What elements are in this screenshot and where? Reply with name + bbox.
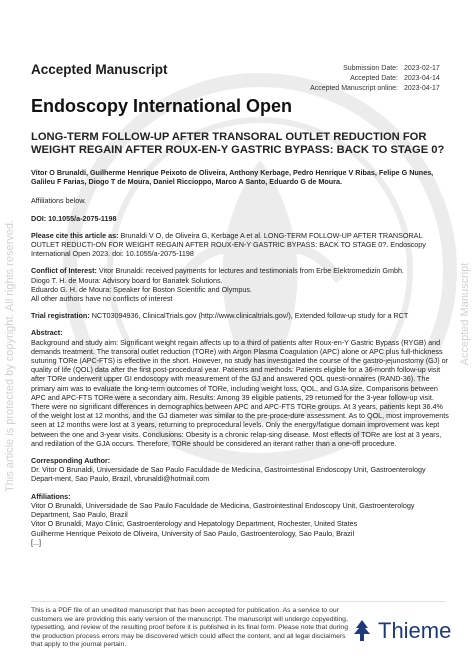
manuscript-dates [310, 64, 446, 94]
accepted-manuscript-label: Accepted Manuscript [31, 62, 168, 77]
date-label: Accepted Date: [350, 75, 398, 82]
corresponding-author-label: Corresponding Author: [31, 456, 111, 466]
affiliation-item: Vitor O Brunaldi, Mayo Clinic, Gastroenterology and Hepatology Department, Rochester, United States [31, 519, 358, 529]
publisher-name: Thieme [378, 618, 452, 643]
manuscript-notice: This is a PDF file of an unedited manuscript that has been accepted for publication. As a service to our customers we are providing this early version of the manuscript. The manuscript will undergo copyediting, typesetting, and review of the resulting proof before it is published in its final form. Please note that during the production process errors may be discovered which could affect the content, and all legal disclaimers that apply to the journal pertain. [31, 607, 348, 649]
date-label: Accepted Manuscript online: [310, 85, 398, 92]
conflict-line: Vitor Brunaldi: received payments for lectures and testimonials from Erbe Elektromedizin Gmbh. [96, 266, 404, 276]
affiliation-item: [...] [31, 537, 41, 547]
date-label: Submission Date: [343, 65, 398, 72]
date-value: 2023-02-17 [404, 65, 440, 72]
trial-label: Trial registration: [31, 311, 90, 321]
affiliation-item: Vitor O Brunaldi, Universidade de Sao Paulo Faculdade de Medicina, Gastrointestinal Endoscopy Unit, Gastroenterology Department, Sao Paulo, Brazil [31, 500, 415, 520]
affiliations-label: Affiliations: [31, 491, 71, 501]
author-list: Vitor O Brunaldi, Guilherme Henrique Peixoto de Oliveira, Anthony Kerbage, Pedro Henrique V Ribas, Felipe G Nunes, Galileu F Farias, Diogo T de Moura, Daniel Riccioppo, Marco A Santo, Eduardo G de Moura. [31, 168, 434, 187]
date-value: 2023-04-14 [404, 75, 440, 82]
conflict-line: Eduardo G. H. de Moura: Speaker for Boston Scientific and Olympus. [31, 284, 252, 294]
publisher-logo [352, 618, 451, 644]
abstract-label: Abstract: [31, 328, 63, 338]
conflict-line: All other authors have no conflicts of interest [31, 294, 173, 304]
affiliation-item: Guilherme Henrique Peixoto de Oliveira, University of Sao Paulo, Gastroenterology, Sao Paulo, Brazil [31, 528, 355, 538]
corresponding-author-text: Dr. Vitor O Brunaldi, Universidade de Sao Paulo Faculdade de Medicina, Gastrointestinal Endoscopy Unit, Gastroenterology Depart-ment, Sao Paulo, Brazil, vbrunaldi@hotmail.com [31, 465, 426, 484]
citation-label: Please cite this article as: [31, 230, 119, 240]
article-body [31, 168, 449, 547]
accepted-date-row [310, 74, 446, 84]
conflict-of-interest [31, 266, 449, 275]
submission-date-row [310, 64, 446, 74]
citation-text: Brunaldi V O, de Oliveira G, Kerbage A et al. LONG-TERM FOLLOW-UP AFTER TRANSORAL OUTLET REDUCTI-ON FOR WEIGHT REGAIN AFTER ROUX-EN-Y GASTRIC BYPASS: BACK TO STAGE 0?. Endoscopy International Open 2023. doi: 10.1055/a-2075-1198 [31, 230, 426, 259]
trial-registration [31, 311, 449, 320]
abstract-text: Background and study aim: Significant weight regain affects up to a third of patients after Roux-en-Y Gastric Bypass (RYGB) and demands treatment. The transoral outlet reduction (TORe) with Argon Plasma Coagulation (APC) alone or APC plus full-thickness suturing TORe (APC-FTS) is effective in the short. However, no study has investigated the course of the gastro-jejunostomy (GJ) or quality of life (QOL) data after the first post-procedural year. Patients and methods: Patients eligible for a 36-month follow-up visit after TORe underwent upper GI endoscopy with measurement of the GJ and answered QOL questi-onnaires (RAND-36). The primary aim was to evaluate the long-term outcomes of TORe, including weight loss, QOL, and GJA size. Comparisons between APC and APC-FTS TORe were a secondary aim. Results: Among 39 eligible patients, 29 returned for the 3-year follow-up visit. There were no significant differences in demographics between APC and APC-FTS TORe groups. At 3 years, patients kept 36.4% of the weight lost at 12 months, and the GJ diameter was similar to the pre-proce-dure assessment. As to QOL, most improvements seen at 12 months were lost at 3 years, returning to preprocedural levels. Only the energy/fatigue domain improvement was kept between the one and 3-year visits. Conclusions: Obesity is a chronic relap-sing disease. Most effects of TORe are lost at 3 years, and redilation of the GJA occurs. Therefore, TORe should be considered an iterant rather than a one-off procedure. [31, 337, 449, 448]
trial-text: NCT03094936, ClinicalTrials.gov (http://www.clinicaltrials.gov/), Extended follow-up study for a RCT [89, 311, 409, 321]
citation [31, 231, 449, 259]
article-title: LONG-TERM FOLLOW-UP AFTER TRANSORAL OUTLET REDUCTION FOR WEIGHT REGAIN AFTER ROUX-EN-Y GASTRIC BYPASS: BACK TO STAGE 0? [31, 131, 445, 156]
affiliations-note: Affiliations below. [31, 196, 87, 206]
conflict-line: Diogo T. H. de Moura: Advisory board for Bariatek Solutions. [31, 275, 223, 285]
thieme-tree-icon [352, 619, 372, 643]
date-value: 2023-04-17 [404, 85, 440, 92]
footer-divider [31, 601, 446, 602]
accepted-manuscript-watermark: Accepted Manuscript [459, 262, 471, 366]
doi: DOI: 10.1055/a-2075-1198 [31, 213, 117, 223]
copyright-watermark: This article is protected by copyright. All rights reserved. [4, 219, 16, 493]
journal-name: Endoscopy International Open [31, 96, 293, 116]
conflict-label: Conflict of Interest: [31, 266, 97, 276]
online-date-row [310, 84, 446, 94]
